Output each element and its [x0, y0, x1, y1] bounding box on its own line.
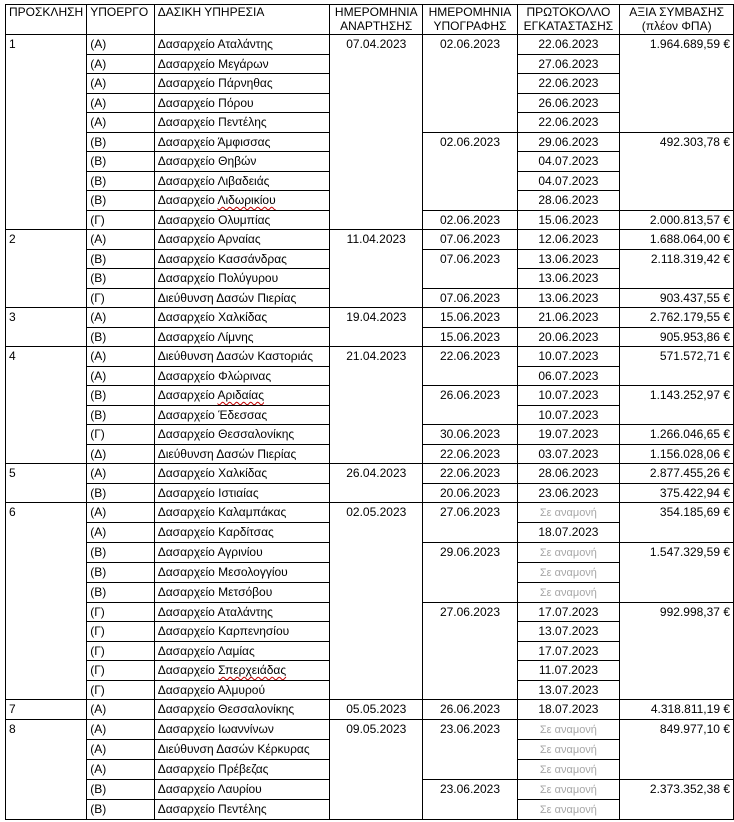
- cell-signing-date: 07.06.2023: [423, 288, 517, 308]
- cell-subproject: (Α): [87, 347, 155, 367]
- cell-forest-service: Δασαρχείο Ολυμπίας: [154, 210, 329, 230]
- cell-contract-value: 2.000.813,57 €: [620, 210, 734, 230]
- cell-installation-protocol: [517, 582, 620, 602]
- cell-forest-service: Δασαρχείο Αγρινίου: [154, 542, 329, 562]
- cell-subproject: (Β): [87, 249, 155, 269]
- cell-subproject: (Α): [87, 230, 155, 250]
- cell-forest-service: Δασαρχείο Καρπενησίου: [154, 622, 329, 642]
- cell-signing-date: 27.06.2023: [423, 503, 517, 543]
- cell-signing-date: 26.06.2023: [423, 700, 517, 720]
- cell-subproject: (Β): [87, 542, 155, 562]
- pending-status: Σε αναμονή: [539, 586, 597, 599]
- cell-contract-value: 1.266.046,65 €: [620, 425, 734, 445]
- cell-installation-protocol: 10.07.2023: [517, 386, 620, 406]
- cell-subproject: (Α): [87, 93, 155, 113]
- cell-installation-protocol: 13.06.2023: [517, 269, 620, 289]
- cell-forest-service: Δασαρχείο Λαυρίου: [154, 779, 329, 799]
- table-row: [6, 700, 734, 720]
- cell-posting-date: 02.05.2023: [330, 503, 423, 700]
- header-call: ΠΡΟΣΚΛΗΣΗ: [6, 5, 87, 35]
- cell-installation-protocol: 12.06.2023: [517, 230, 620, 250]
- header-posting-date: ΗΜΕΡΟΜΗΝΙΑ ΑΝΑΡΤΗΣΗΣ: [330, 5, 423, 35]
- cell-contract-value: 571.572,71 €: [620, 347, 734, 386]
- cell-signing-date: 22.06.2023: [423, 464, 517, 484]
- cell-installation-protocol: 28.06.2023: [517, 464, 620, 484]
- cell-installation-protocol: 23.06.2023: [517, 483, 620, 503]
- header-contract-value: ΑΞΙΑ ΣΥΜΒΑΣΗΣ (πλέον ΦΠΑ): [620, 5, 734, 35]
- cell-forest-service: Δασαρχείο Φλώρινας: [154, 366, 329, 386]
- cell-contract-value: 4.318.811,19 €: [620, 700, 734, 720]
- cell-installation-protocol: 04.07.2023: [517, 152, 620, 172]
- cell-forest-service: Δασαρχείο Καρδίτσας: [154, 523, 329, 543]
- cell-installation-protocol: [517, 542, 620, 562]
- cell-signing-date: 07.06.2023: [423, 249, 517, 288]
- cell-installation-protocol: [517, 719, 620, 739]
- cell-forest-service: Δασαρχείο Μεγάρων: [154, 54, 329, 74]
- table-row: [6, 719, 734, 739]
- cell-forest-service: Διεύθυνση Δασών Κέρκυρας: [154, 739, 329, 759]
- cell-contract-value: 992.998,37 €: [620, 602, 734, 700]
- cell-installation-protocol: 22.06.2023: [517, 113, 620, 133]
- cell-forest-service: Δασαρχείο Πεντέλης: [154, 113, 329, 133]
- cell-installation-protocol: 18.07.2023: [517, 523, 620, 543]
- cell-subproject: (Β): [87, 191, 155, 211]
- cell-signing-date: 07.06.2023: [423, 230, 517, 250]
- cell-forest-service: Δασαρχείο Πρέβεζας: [154, 759, 329, 779]
- cell-contract-value: 1.547.329,59 €: [620, 542, 734, 602]
- cell-signing-date: 15.06.2023: [423, 308, 517, 328]
- cell-forest-service: Δασαρχείο Θεσσαλονίκης: [154, 425, 329, 445]
- cell-forest-service: Δασαρχείο Χαλκίδας: [154, 308, 329, 328]
- cell-installation-protocol: 17.07.2023: [517, 602, 620, 622]
- cell-forest-service: Δασαρχείο Μετσόβου: [154, 582, 329, 602]
- contracts-table: [5, 4, 734, 820]
- cell-subproject: (Β): [87, 132, 155, 152]
- cell-posting-date: 09.05.2023: [330, 719, 423, 819]
- cell-subproject: (Γ): [87, 425, 155, 445]
- cell-forest-service: Δασαρχείο Λιβαδειάς: [154, 171, 329, 191]
- table-row: [6, 230, 734, 250]
- cell-installation-protocol: [517, 759, 620, 779]
- pending-status: Σε αναμονή: [539, 546, 597, 559]
- cell-forest-service: Δασαρχείο Καλαμπάκας: [154, 503, 329, 523]
- cell-installation-protocol: 27.06.2023: [517, 54, 620, 74]
- cell-posting-date: 21.04.2023: [330, 347, 423, 464]
- cell-subproject: (Β): [87, 799, 155, 819]
- cell-contract-value: 2.118.319,42 €: [620, 249, 734, 288]
- cell-signing-date: 22.06.2023: [423, 444, 517, 464]
- pending-status: Σε αναμονή: [539, 743, 597, 756]
- cell-subproject: (Δ): [87, 444, 155, 464]
- cell-signing-date: 26.06.2023: [423, 386, 517, 425]
- cell-signing-date: 29.06.2023: [423, 542, 517, 602]
- cell-forest-service: Δασαρχείο Θηβών: [154, 152, 329, 172]
- cell-forest-service: Δασαρχείο Πάρνηθας: [154, 74, 329, 94]
- cell-installation-protocol: 21.06.2023: [517, 308, 620, 328]
- cell-signing-date: 23.06.2023: [423, 779, 517, 819]
- cell-call: 3: [6, 308, 87, 347]
- pending-status: Σε αναμονή: [539, 763, 597, 776]
- cell-subproject: (Α): [87, 308, 155, 328]
- cell-call: 8: [6, 719, 87, 819]
- cell-subproject: (Α): [87, 700, 155, 720]
- cell-forest-service: Δασαρχείο Αταλάντης: [154, 35, 329, 55]
- spelling-underline: Σπερχειάδας: [218, 663, 287, 677]
- cell-signing-date: 23.06.2023: [423, 719, 517, 779]
- cell-installation-protocol: 10.07.2023: [517, 405, 620, 425]
- cell-forest-service: Δασαρχείο Θεσσαλονίκης: [154, 700, 329, 720]
- cell-contract-value: 2.762.179,55 €: [620, 308, 734, 328]
- cell-installation-protocol: 03.07.2023: [517, 444, 620, 464]
- cell-forest-service: Διεύθυνση Δασών Καστοριάς: [154, 347, 329, 367]
- cell-installation-protocol: 22.06.2023: [517, 74, 620, 94]
- cell-contract-value: 1.143.252,97 €: [620, 386, 734, 425]
- header-row: [6, 5, 734, 35]
- cell-contract-value: 1.156.028,06 €: [620, 444, 734, 464]
- cell-installation-protocol: [517, 503, 620, 523]
- cell-forest-service: Δασαρχείο Άμφισσας: [154, 132, 329, 152]
- cell-subproject: (Α): [87, 523, 155, 543]
- cell-subproject: (Β): [87, 269, 155, 289]
- cell-installation-protocol: 13.07.2023: [517, 680, 620, 700]
- cell-posting-date: 07.04.2023: [330, 35, 423, 230]
- cell-contract-value: 354.185,69 €: [620, 503, 734, 543]
- cell-signing-date: 02.06.2023: [423, 132, 517, 210]
- cell-forest-service: Δασαρχείο Λίμνης: [154, 327, 329, 347]
- cell-installation-protocol: [517, 779, 620, 799]
- table-row: [6, 35, 734, 55]
- table-body: [6, 35, 734, 820]
- cell-forest-service: Δασαρχείο Σπερχειάδας: [154, 661, 329, 681]
- header-forest-service: ΔΑΣΙΚΗ ΥΠΗΡΕΣΙΑ: [154, 5, 329, 35]
- cell-forest-service: Δασαρχείο Πολύγυρου: [154, 269, 329, 289]
- cell-call: 7: [6, 700, 87, 720]
- cell-subproject: (Γ): [87, 602, 155, 622]
- cell-subproject: (Α): [87, 503, 155, 523]
- cell-installation-protocol: [517, 799, 620, 819]
- cell-posting-date: 11.04.2023: [330, 230, 423, 308]
- cell-installation-protocol: 15.06.2023: [517, 210, 620, 230]
- pending-status: Σε αναμονή: [539, 723, 597, 736]
- cell-subproject: (Α): [87, 464, 155, 484]
- cell-subproject: (Β): [87, 171, 155, 191]
- cell-forest-service: Δασαρχείο Αλμυρού: [154, 680, 329, 700]
- cell-posting-date: 05.05.2023: [330, 700, 423, 720]
- cell-subproject: (Β): [87, 327, 155, 347]
- cell-forest-service: Διεύθυνση Δασών Πιερίας: [154, 444, 329, 464]
- cell-subproject: (Γ): [87, 288, 155, 308]
- cell-forest-service: Δασαρχείο Χαλκίδας: [154, 464, 329, 484]
- cell-subproject: (Β): [87, 386, 155, 406]
- cell-call: 4: [6, 347, 87, 464]
- cell-installation-protocol: [517, 562, 620, 582]
- cell-signing-date: 30.06.2023: [423, 425, 517, 445]
- cell-installation-protocol: 18.07.2023: [517, 700, 620, 720]
- cell-subproject: (Β): [87, 562, 155, 582]
- cell-call: 5: [6, 464, 87, 503]
- cell-installation-protocol: 29.06.2023: [517, 132, 620, 152]
- cell-contract-value: 375.422,94 €: [620, 483, 734, 503]
- cell-installation-protocol: 20.06.2023: [517, 327, 620, 347]
- cell-forest-service: Δασαρχείο Μεσολογγίου: [154, 562, 329, 582]
- pending-status: Σε αναμονή: [539, 783, 597, 796]
- cell-signing-date: 20.06.2023: [423, 483, 517, 503]
- cell-subproject: (Α): [87, 74, 155, 94]
- cell-forest-service: Δασαρχείο Αρναίας: [154, 230, 329, 250]
- cell-subproject: (Γ): [87, 661, 155, 681]
- cell-contract-value: 492.303,78 €: [620, 132, 734, 210]
- cell-subproject: (Γ): [87, 210, 155, 230]
- cell-forest-service: Δασαρχείο Αταλάντης: [154, 602, 329, 622]
- header-installation-protocol: ΠΡΩΤΟΚΟΛΛΟ ΕΓΚΑΤΑΣΤΑΣΗΣ: [517, 5, 620, 35]
- cell-subproject: (Α): [87, 113, 155, 133]
- cell-subproject: (Γ): [87, 622, 155, 642]
- cell-subproject: (Γ): [87, 641, 155, 661]
- table-row: [6, 464, 734, 484]
- cell-installation-protocol: 26.06.2023: [517, 93, 620, 113]
- cell-installation-protocol: 04.07.2023: [517, 171, 620, 191]
- cell-subproject: (Α): [87, 35, 155, 55]
- cell-contract-value: 905.953,86 €: [620, 327, 734, 347]
- table-row: [6, 308, 734, 328]
- pending-status: Σε αναμονή: [539, 507, 597, 519]
- header-signing-date: ΗΜΕΡΟΜΗΝΙΑ ΥΠΟΓΡΑΦΗΣ: [423, 5, 517, 35]
- cell-installation-protocol: 19.07.2023: [517, 425, 620, 445]
- cell-forest-service: Δασαρχείο Λαμίας: [154, 641, 329, 661]
- cell-subproject: (Β): [87, 405, 155, 425]
- cell-call: 6: [6, 503, 87, 700]
- cell-posting-date: 19.04.2023: [330, 308, 423, 347]
- cell-contract-value: 1.688.064,00 €: [620, 230, 734, 250]
- cell-call: 1: [6, 35, 87, 230]
- cell-forest-service: Διεύθυνση Δασών Πιερίας: [154, 288, 329, 308]
- cell-subproject: (Β): [87, 483, 155, 503]
- pending-status: Σε αναμονή: [539, 803, 597, 816]
- cell-contract-value: 2.877.455,26 €: [620, 464, 734, 484]
- cell-contract-value: 1.964.689,59 €: [620, 35, 734, 133]
- cell-forest-service: Δασαρχείο Αριδαίας: [154, 386, 329, 406]
- document-page: [5, 4, 734, 820]
- cell-subproject: (Β): [87, 152, 155, 172]
- cell-signing-date: 22.06.2023: [423, 347, 517, 386]
- cell-subproject: (Β): [87, 779, 155, 799]
- spelling-underline: Λιδωρικίου: [217, 193, 276, 207]
- cell-contract-value: 2.373.352,38 €: [620, 779, 734, 819]
- cell-signing-date: 15.06.2023: [423, 327, 517, 347]
- cell-installation-protocol: 10.07.2023: [517, 347, 620, 367]
- table-row: [6, 503, 734, 523]
- cell-forest-service: Δασαρχείο Λιδωρικίου: [154, 191, 329, 211]
- cell-forest-service: Δασαρχείο Ιωαννίνων: [154, 719, 329, 739]
- cell-forest-service: Δασαρχείο Πεντέλης: [154, 799, 329, 819]
- table-row: [6, 347, 734, 367]
- cell-subproject: (Α): [87, 739, 155, 759]
- cell-subproject: (Β): [87, 582, 155, 602]
- cell-installation-protocol: [517, 739, 620, 759]
- cell-subproject: (Α): [87, 719, 155, 739]
- cell-installation-protocol: 11.07.2023: [517, 661, 620, 681]
- cell-installation-protocol: 13.06.2023: [517, 288, 620, 308]
- cell-signing-date: 02.06.2023: [423, 35, 517, 133]
- cell-posting-date: 26.04.2023: [330, 464, 423, 503]
- cell-subproject: (Γ): [87, 680, 155, 700]
- cell-contract-value: 903.437,55 €: [620, 288, 734, 308]
- cell-subproject: (Α): [87, 366, 155, 386]
- header-subproject: ΥΠΟΕΡΓΟ: [87, 5, 155, 35]
- spelling-underline: Αριδαίας: [217, 388, 264, 402]
- cell-forest-service: Δασαρχείο Ιστιαίας: [154, 483, 329, 503]
- cell-subproject: (Α): [87, 54, 155, 74]
- cell-forest-service: Δασαρχείο Πόρου: [154, 93, 329, 113]
- cell-installation-protocol: 22.06.2023: [517, 35, 620, 55]
- cell-installation-protocol: 13.07.2023: [517, 622, 620, 642]
- cell-call: 2: [6, 230, 87, 308]
- cell-subproject: (Α): [87, 759, 155, 779]
- cell-forest-service: Δασαρχείο Έδεσσας: [154, 405, 329, 425]
- cell-contract-value: 849.977,10 €: [620, 719, 734, 779]
- cell-installation-protocol: 06.07.2023: [517, 366, 620, 386]
- cell-signing-date: 27.06.2023: [423, 602, 517, 700]
- cell-installation-protocol: 28.06.2023: [517, 191, 620, 211]
- cell-installation-protocol: 13.06.2023: [517, 249, 620, 269]
- cell-installation-protocol: 17.07.2023: [517, 641, 620, 661]
- pending-status: Σε αναμονή: [539, 566, 597, 579]
- cell-signing-date: 02.06.2023: [423, 210, 517, 230]
- cell-forest-service: Δασαρχείο Κασσάνδρας: [154, 249, 329, 269]
